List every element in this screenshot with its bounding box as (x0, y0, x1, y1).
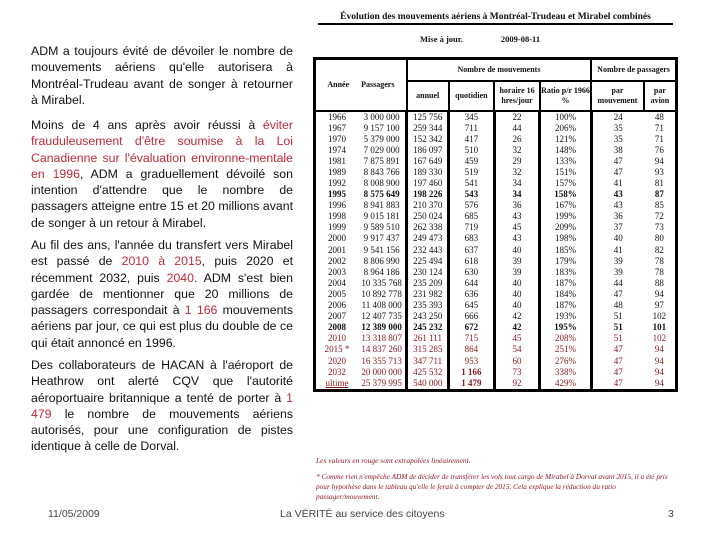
cell-year: 2003 (328, 266, 346, 277)
cell-passagers: 11 408 000 (361, 300, 402, 311)
cell-annuel: 250 024 (407, 211, 449, 222)
cell-horaire: 40 (494, 289, 540, 300)
cell-passagers: 7 875 891 (363, 155, 400, 166)
cell-ratio: 187% (540, 300, 591, 311)
cell-year: 2001 (328, 244, 346, 255)
table-row (315, 367, 677, 378)
table-row (315, 145, 677, 156)
cell-ratio: 158% (540, 189, 591, 200)
table-row (315, 200, 677, 211)
cell-par-avion: 71 (654, 122, 664, 133)
cell-annuel: 235 209 (407, 278, 449, 289)
cell-ratio: 195% (540, 322, 591, 333)
table-row (315, 178, 677, 189)
footer-date: 11/05/2009 (48, 508, 100, 520)
cell-passagers: 10 892 778 (361, 288, 402, 299)
cell-annuel: 262 338 (407, 222, 449, 233)
cell-ratio: 429% (540, 378, 591, 391)
cell-passagers: 20 000 000 (361, 366, 402, 377)
cell-par-avion: 78 (654, 266, 664, 277)
highlight: 1 166 (184, 303, 218, 318)
table-row (315, 189, 677, 200)
cell-quotidien: 1 479 (449, 378, 495, 391)
cell-passagers: 8 806 990 (363, 255, 400, 266)
cell-par-avion: 81 (654, 178, 664, 189)
cell-passagers: 8 008 900 (363, 178, 400, 189)
text: , puis 2020 et récemment 2032, puis (31, 254, 293, 285)
cell-par-mouvement: 37 (591, 222, 644, 233)
cell-par-mouvement: 36 (591, 211, 644, 222)
cell-quotidien: 345 (449, 111, 495, 123)
header-horaire: horaire 16 hres/jour (494, 81, 540, 111)
cell-annuel: 232 443 (407, 245, 449, 256)
cell-annuel: 198 226 (407, 189, 449, 200)
cell-passagers: 8 941 883 (363, 200, 400, 211)
cell-horaire: 42 (494, 311, 540, 322)
cell-year: 2010 (328, 333, 346, 344)
cell-quotidien: 953 (449, 355, 495, 366)
cell-passagers: 25 379 995 (361, 377, 402, 388)
table-row (315, 344, 677, 355)
cell-year: 2020 (328, 355, 346, 366)
cell-year: 1966 (328, 111, 346, 122)
cell-par-avion: 97 (654, 300, 664, 311)
cell-horaire: 45 (494, 333, 540, 344)
cell-annuel: 197 460 (407, 178, 449, 189)
cell-horaire: 39 (494, 267, 540, 278)
cell-par-avion: 94 (654, 155, 664, 166)
cell-annuel: 245 232 (407, 322, 449, 333)
cell-year: ultime (325, 377, 349, 388)
cell-horaire: 34 (494, 189, 540, 200)
cell-annuel: 186 097 (407, 145, 449, 156)
cell-annuel: 189 330 (407, 167, 449, 178)
table-row (315, 333, 677, 344)
cell-par-avion: 102 (652, 333, 667, 344)
cell-par-mouvement: 51 (591, 333, 644, 344)
text: . ADM s'est bien gardée de mentionner que 20 millions de passagers correspondait à (31, 270, 293, 318)
cell-par-avion: 94 (654, 366, 664, 377)
cell-annuel: 261 111 (407, 333, 449, 344)
cell-horaire: 22 (494, 111, 540, 123)
cell-annuel: 230 124 (407, 267, 449, 278)
cell-ratio: 121% (540, 134, 591, 145)
cell-ratio: 100% (540, 111, 591, 123)
table-row (315, 167, 677, 178)
cell-ratio: 151% (540, 167, 591, 178)
cell-par-mouvement: 39 (591, 267, 644, 278)
table-title: Évolution des mouvements aériens à Montréal-Trudeau et Mirabel combinés (318, 12, 673, 25)
highlight: 1 479 (31, 390, 293, 421)
cell-par-mouvement: 47 (591, 367, 644, 378)
cell-quotidien: 864 (449, 344, 495, 355)
cell-ratio: 157% (540, 178, 591, 189)
cell-year: 2015 * (324, 344, 350, 355)
cell-passagers: 8 843 766 (363, 166, 400, 177)
paragraph-4 (31, 357, 293, 455)
cell-year: 1989 (328, 166, 346, 177)
cell-par-mouvement: 43 (591, 200, 644, 211)
cell-passagers: 16 355 713 (361, 355, 402, 366)
cell-par-mouvement: 47 (591, 344, 644, 355)
cell-passagers: 9 917 437 (363, 233, 400, 244)
cell-ratio: 183% (540, 267, 591, 278)
cell-passagers: 9 157 100 (363, 122, 400, 133)
table-row (315, 245, 677, 256)
cell-annuel: 235 393 (407, 300, 449, 311)
table-row (315, 311, 677, 322)
table-row (315, 222, 677, 233)
table-row (315, 289, 677, 300)
cell-passagers: 9 589 510 (363, 222, 400, 233)
cell-par-avion: 78 (654, 255, 664, 266)
note-red-values: Les valeurs en rouge sont extrapolées linéairement. (316, 456, 471, 465)
cell-par-avion: 73 (654, 222, 664, 233)
table-row (315, 211, 677, 222)
cell-passagers: 12 389 000 (361, 322, 402, 333)
cell-par-avion: 94 (654, 288, 664, 299)
cell-horaire: 45 (494, 222, 540, 233)
cell-quotidien: 1 166 (449, 367, 495, 378)
header-mouvements: Nombre de mouvements (407, 59, 591, 81)
cell-year: 2008 (328, 322, 346, 333)
cell-horaire: 60 (494, 355, 540, 366)
highlight: 2010 à 2015 (121, 254, 202, 269)
cell-horaire: 92 (494, 378, 540, 391)
cell-annuel: 243 250 (407, 311, 449, 322)
cell-year: 1999 (328, 222, 346, 233)
cell-par-mouvement: 40 (591, 233, 644, 244)
cell-par-avion: 72 (654, 211, 664, 222)
cell-passagers: 12 407 735 (361, 311, 402, 322)
cell-par-avion: 76 (654, 144, 664, 155)
cell-ratio: 198% (540, 233, 591, 244)
cell-ratio: 184% (540, 289, 591, 300)
cell-annuel: 225 494 (407, 256, 449, 267)
cell-par-mouvement: 24 (591, 111, 644, 123)
text: le nombre de mouvements aériens autorisés, pour une configuration de pistes identique à celle de Dorval. (31, 406, 293, 454)
cell-horaire: 40 (494, 278, 540, 289)
cell-horaire: 34 (494, 178, 540, 189)
cell-par-mouvement: 41 (591, 178, 644, 189)
cell-year: 2006 (328, 300, 346, 311)
cell-quotidien: 576 (449, 200, 495, 211)
header-annee: Année (327, 79, 350, 89)
cell-annuel: 152 342 (407, 134, 449, 145)
cell-par-mouvement: 47 (591, 167, 644, 178)
cell-par-mouvement: 51 (591, 311, 644, 322)
cell-annuel: 210 370 (407, 200, 449, 211)
cell-par-mouvement: 48 (591, 300, 644, 311)
cell-year: 1967 (328, 122, 346, 133)
cell-horaire: 32 (494, 167, 540, 178)
cell-ratio: 199% (540, 211, 591, 222)
cell-ratio: 338% (540, 367, 591, 378)
cell-par-avion: 48 (654, 111, 664, 122)
cell-passagers: 14 837 260 (361, 344, 402, 355)
cell-par-avion: 80 (654, 233, 664, 244)
cell-quotidien: 666 (449, 311, 495, 322)
update-info (420, 34, 540, 44)
cell-ratio: 193% (540, 311, 591, 322)
cell-passagers: 9 541 156 (363, 244, 400, 255)
cell-annuel: 249 473 (407, 233, 449, 244)
header-par-mouvement: par mouvement (591, 81, 644, 111)
cell-par-mouvement: 47 (591, 378, 644, 391)
cell-par-avion: 94 (654, 344, 664, 355)
cell-annuel: 259 344 (407, 123, 449, 134)
cell-year: 2007 (328, 311, 346, 322)
cell-year: 1970 (328, 133, 346, 144)
header-year-passengers (315, 59, 407, 111)
cell-passagers: 9 015 181 (363, 211, 400, 222)
cell-par-avion: 88 (654, 277, 664, 288)
cell-quotidien: 630 (449, 267, 495, 278)
cell-par-mouvement: 47 (591, 289, 644, 300)
cell-year: 2002 (328, 255, 346, 266)
highlight: éviter frauduleusement d'être soumise à la Loi Canadienne sur l'évaluation environne-mentale en 1996 (31, 118, 293, 181)
cell-quotidien: 715 (449, 333, 495, 344)
cell-year: 2004 (328, 277, 346, 288)
cell-par-avion: 71 (654, 133, 664, 144)
cell-horaire: 43 (494, 211, 540, 222)
cell-ratio: 133% (540, 156, 591, 167)
cell-ratio: 179% (540, 256, 591, 267)
cell-ratio: 251% (540, 344, 591, 355)
cell-year: 2032 (328, 366, 346, 377)
paragraph-3 (31, 237, 293, 351)
cell-year: 1974 (328, 144, 346, 155)
header-ratio: Ratio p/r 1966 % (540, 81, 591, 111)
cell-par-mouvement: 38 (591, 145, 644, 156)
table-row (315, 256, 677, 267)
header-passagers-group: Nombre de passagers (591, 59, 676, 81)
cell-quotidien: 637 (449, 245, 495, 256)
text: , ADM a graduellement dévoilé son intention d'attendre que le nombre de passagers atteigne entre 15 et 20 millions avant de songer à un retour à Mirabel. (31, 166, 293, 230)
cell-ratio: 185% (540, 245, 591, 256)
table-row (315, 233, 677, 244)
cell-ratio: 206% (540, 123, 591, 134)
cell-quotidien: 459 (449, 156, 495, 167)
cell-annuel: 167 649 (407, 156, 449, 167)
text: Moins de 4 ans après avoir réussi à (31, 118, 263, 132)
table-row (315, 378, 677, 391)
cell-passagers: 3 000 000 (363, 111, 400, 122)
cell-year: 1995 (328, 189, 346, 200)
cell-par-mouvement: 41 (591, 245, 644, 256)
cell-par-avion: 87 (654, 189, 664, 200)
cell-horaire: 32 (494, 145, 540, 156)
cell-ratio: 208% (540, 333, 591, 344)
cell-year: 1992 (328, 178, 346, 189)
table-row (315, 134, 677, 145)
cell-year: 1998 (328, 211, 346, 222)
cell-par-avion: 102 (652, 311, 667, 322)
update-date: 2009-08-11 (500, 34, 541, 44)
cell-horaire: 73 (494, 367, 540, 378)
page-number: 3 (668, 508, 674, 520)
update-label: Mise à jour. (420, 34, 463, 44)
cell-ratio: 209% (540, 222, 591, 233)
cell-passagers: 7 029 000 (363, 144, 400, 155)
cell-par-mouvement: 47 (591, 355, 644, 366)
cell-quotidien: 541 (449, 178, 495, 189)
cell-horaire: 26 (494, 134, 540, 145)
cell-horaire: 42 (494, 322, 540, 333)
cell-quotidien: 645 (449, 300, 495, 311)
cell-par-avion: 101 (652, 322, 667, 333)
cell-quotidien: 510 (449, 145, 495, 156)
table-row (315, 300, 677, 311)
cell-horaire: 43 (494, 233, 540, 244)
cell-quotidien: 543 (449, 189, 495, 200)
paragraph-2 (31, 117, 293, 231)
cell-passagers: 5 379 000 (363, 133, 400, 144)
note-footnote: * Comme rien n'empêche ADM de décider de transférer les vols tout cargo de Mirabel à Dorval avant 2015, il a été pris pour hypothèse dans le tableau qu'elle le ferait à compter de 2015. Cela explique la réduction du ratio passager/mouvement. (316, 472, 668, 501)
cell-par-mouvement: 47 (591, 156, 644, 167)
text: Au fil des ans, l'année du transfert vers Mirabel est passé de (31, 238, 293, 269)
cell-annuel: 540 000 (407, 378, 449, 391)
cell-quotidien: 618 (449, 256, 495, 267)
cell-horaire: 54 (494, 344, 540, 355)
cell-par-avion: 93 (654, 166, 664, 177)
cell-horaire: 29 (494, 156, 540, 167)
cell-year: 1981 (328, 155, 346, 166)
cell-horaire: 40 (494, 300, 540, 311)
cell-ratio: 187% (540, 278, 591, 289)
cell-year: 2000 (328, 233, 346, 244)
cell-quotidien: 644 (449, 278, 495, 289)
cell-par-mouvement: 39 (591, 256, 644, 267)
cell-passagers: 8 575 649 (363, 189, 400, 200)
footer-center: La VÉRITÉ au service des citoyens (280, 508, 445, 520)
cell-par-avion: 82 (654, 244, 664, 255)
cell-horaire: 39 (494, 256, 540, 267)
cell-quotidien: 685 (449, 211, 495, 222)
cell-annuel: 347 711 (407, 355, 449, 366)
header-passagers: Passagers (361, 79, 395, 89)
cell-ratio: 148% (540, 145, 591, 156)
cell-horaire: 40 (494, 245, 540, 256)
cell-horaire: 44 (494, 123, 540, 134)
cell-par-avion: 94 (654, 377, 664, 388)
cell-quotidien: 636 (449, 289, 495, 300)
table-row (315, 267, 677, 278)
cell-annuel: 425 532 (407, 367, 449, 378)
cell-year: 2005 (328, 288, 346, 299)
cell-annuel: 125 756 (407, 111, 449, 123)
cell-quotidien: 417 (449, 134, 495, 145)
table-row (315, 322, 677, 333)
header-quotidien: quotidien (449, 81, 495, 111)
cell-par-mouvement: 35 (591, 134, 644, 145)
table-row (315, 156, 677, 167)
cell-quotidien: 683 (449, 233, 495, 244)
cell-quotidien: 711 (449, 123, 495, 134)
cell-year: 1996 (328, 200, 346, 211)
cell-par-avion: 85 (654, 200, 664, 211)
header-annuel: annuel (407, 81, 449, 111)
cell-annuel: 231 982 (407, 289, 449, 300)
table-row (315, 111, 677, 123)
cell-quotidien: 519 (449, 167, 495, 178)
cell-passagers: 13 318 807 (361, 333, 402, 344)
cell-ratio: 276% (540, 355, 591, 366)
cell-par-mouvement: 44 (591, 278, 644, 289)
movements-table (313, 57, 678, 392)
cell-quotidien: 719 (449, 222, 495, 233)
table-row (315, 278, 677, 289)
cell-par-avion: 94 (654, 355, 664, 366)
cell-par-mouvement: 51 (591, 322, 644, 333)
cell-passagers: 10 335 768 (361, 277, 402, 288)
header-par-avion: par avion (644, 81, 677, 111)
cell-par-mouvement: 35 (591, 123, 644, 134)
cell-annuel: 315 285 (407, 344, 449, 355)
highlight: 2040 (166, 270, 194, 285)
cell-par-mouvement: 43 (591, 189, 644, 200)
intro-paragraph: ADM a toujours évité de dévoiler le nombre de mouvements aériens qu'elle autorisera à Montréal-Trudeau avant de songer à retourner à Mirabel. (31, 44, 293, 107)
cell-horaire: 36 (494, 200, 540, 211)
table-row (315, 355, 677, 366)
cell-quotidien: 672 (449, 322, 495, 333)
table-row (315, 123, 677, 134)
cell-ratio: 167% (540, 200, 591, 211)
cell-passagers: 8 964 186 (363, 266, 400, 277)
text: mouvements aériens par jour, ce qui est plus du double de ce qui était annoncé en 1996. (31, 303, 293, 350)
text: Des collaborateurs de HACAN à l'aéroport de Heathrow ont alerté CQV que l'autorité aéroportuaire britannique a tenté de porter à (31, 358, 293, 405)
